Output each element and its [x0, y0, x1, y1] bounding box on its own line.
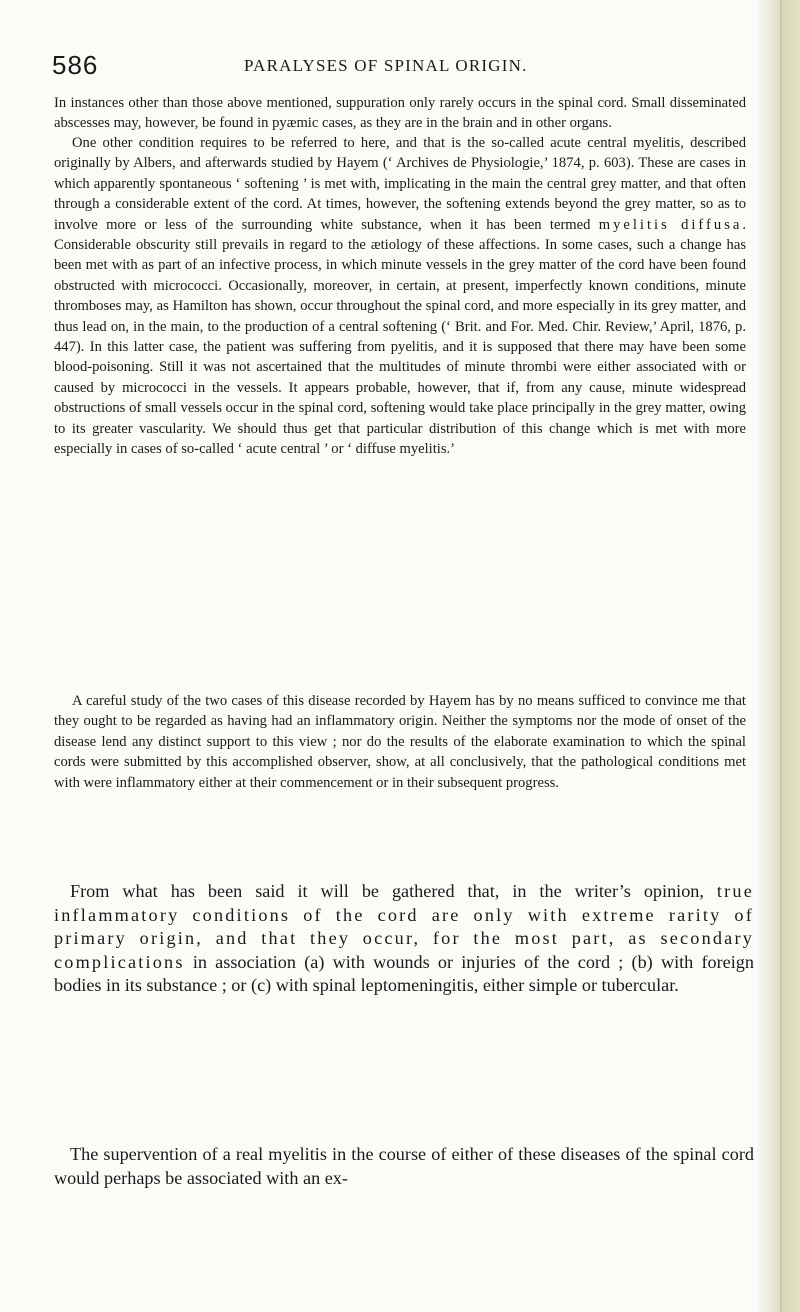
page-edge	[758, 0, 800, 1312]
paragraph-suppuration: In instances other than those above mentioned, suppuration only rarely occurs in the spinal cord. Small disseminated abscesses may, however, be found in pyæmic cases, as they are in the brain and in other organs.	[54, 95, 746, 132]
running-head: PARALYSES OF SPINAL ORIGIN.	[244, 56, 528, 75]
paragraph-text: One other condition requires to be referred to here, and that is the so-called acute central myelitis, described originally by Albers, and afterwards studied by Hayem (‘ Archives de Physiologie,’ 1874, p. 603). These are cases in which apparently spontaneous ‘ softening ’ is met with, implicating in the main the central grey matter, and that often through a considerable extent of the cord. At times, however, the softening extends beyond the grey matter, so as to involve more or less of the surrounding white substance, when it has been termed	[54, 135, 746, 233]
emphasized-term: myelitis diffusa	[598, 216, 743, 233]
page-header	[52, 50, 752, 80]
paragraph-text: . Considerable obscurity still prevails in regard to the ætiology of these affections. In some cases, such a change has been met with as part of an infective process, in which minute vessels in the grey matter of the cord have been found obstructed with micrococci. Occasionally, moreover, in certain, at present, imperfectly known conditions, minute thromboses may, as Hamilton has shown, occur throughout the spinal cord, and more especially in its grey matter, and thus lead on, in the main, to the production of a central softening (‘ Brit. and For. Med. Chir. Review,’ April, 1876, p. 447). In this latter case, the patient was suffering from pyelitis, and it is supposed that there may have been some blood-poisoning. Still it was not ascertained that the multitudes of minute thrombi were either associated with or caused by micrococci in the vessels. It appears probable, however, that if, from any cause, minute widespread obstructions of small vessels occur in the spinal cord, softening would take place principally in the grey matter, owing to its greater vascularity. We should thus get that particular distribution of this change which is met with more especially in cases of so-called ‘ acute central ’ or ‘ diffuse myelitis.’	[54, 216, 747, 458]
paragraph-text: From what has been said it will be gathered that, in the writer’s opinion,	[70, 881, 717, 901]
paragraph-conclusion	[54, 880, 754, 998]
paragraph-central-myelitis	[54, 133, 746, 460]
paragraph-hayem-cases: A careful study of the two cases of this disease recorded by Hayem has by no means sufficed to convince me that they ought to be regarded as having had an inflammatory origin. Neither the symptoms nor the mode of onset of the disease lend any distinct support to this view ; nor do the results of the elaborate examination to which the spinal cords were submitted by this accomplished observer, show, at all conclusively, that the pathological conditions met with were inflammatory either at their commencement or in their subsequent progress.	[54, 693, 746, 791]
page-number: 586	[52, 50, 99, 80]
page-edge-line	[780, 0, 782, 1312]
paragraph-text: in association (a) with wounds or injuries of the cord ; (b) with foreign bodies in its substance ; or (c) with spinal leptomeningitis, either simple or tubercular.	[54, 951, 754, 995]
paragraph-supervention: The supervention of a real myelitis in the course of either of these diseases of the spinal cord would perhaps be associated with an ex-	[54, 1144, 754, 1188]
emphasized-term: true inflammatory conditions of the cord are only with extreme rarity of primary origin, and that they occur, for the most part, as secondary complications	[54, 881, 754, 972]
